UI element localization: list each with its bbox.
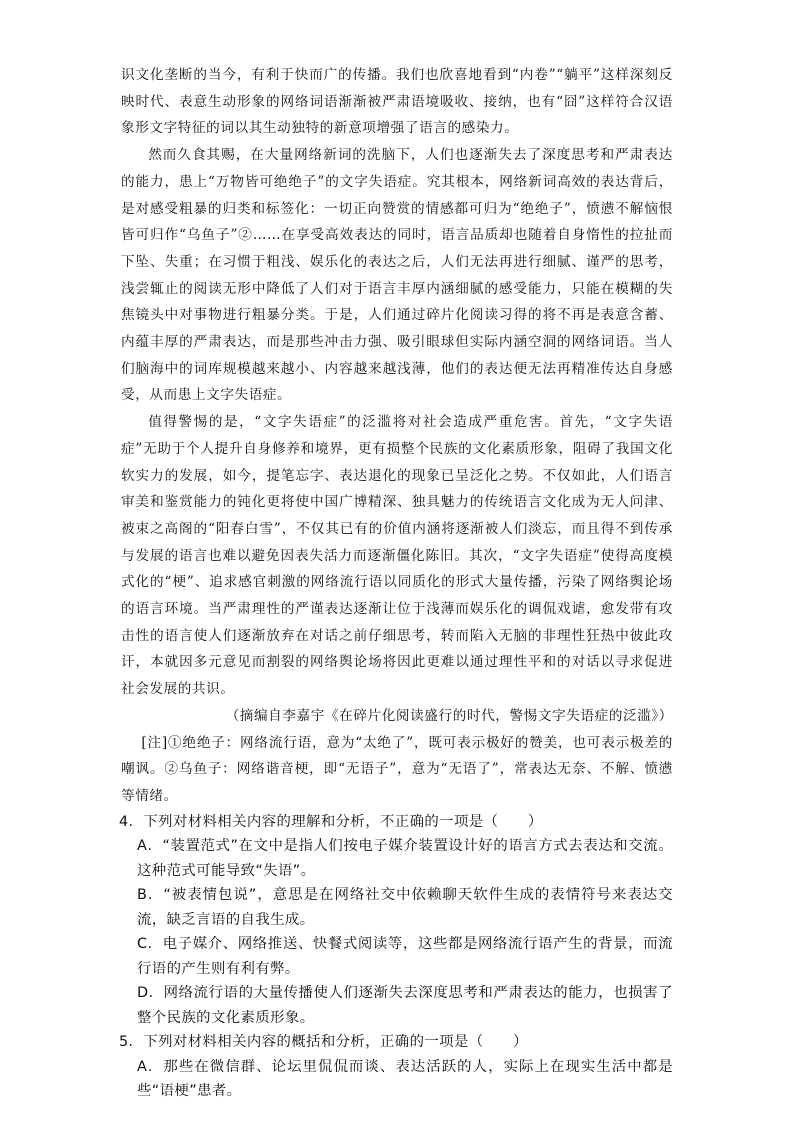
option-a[interactable]: A．那些在微信群、论坛里侃侃而谈、表达活跃的人，实际上在现实生活中都是些“语梗”患者。 <box>137 1058 673 1100</box>
exam-page <box>121 62 673 1104</box>
question-4 <box>121 810 673 1031</box>
option-c[interactable]: C．电子媒介、网络推送、快餐式阅读等，这些都是网络流行语产生的背景，而流行语的产生则有利有弊。 <box>137 936 673 977</box>
passage-paragraph-2: 然而久食其赐，在大量网络新词的洗脑下，人们也逐渐失去了深度思考和严肃表达的能力，患上“万物皆可绝绝子”的文字失语症。究其根本，网络新词高效的表达背后，是对感受粗暴的归类和标签化：一切正向赞赏的情感都可归为“绝绝子”，愤懑不解恼恨皆可归作“乌鱼子”②……在享受高效表达的同时，语言品质却也随着自身惰性的拉扯而下坠、失重；在习惯于粗浅、娱乐化的表达之后，人们无法再进行细腻、谨严的思考，浅尝辄止的阅读无形中降低了人们对于语言丰厚内涵细腻的感受能力，只能在模糊的失焦镜头中对事物进行粗暴分类。于是，人们通过碎片化阅读习得的将不再是表意含蓄、内蕴丰厚的严肃表达，而是那些冲击力强、吸引眼球但实际内涵空洞的网络词语。当人们脑海中的词库规模越来越小、内容越来越浅薄，他们的表达便无法再精准传达自身感受，从而患上文字失语症。 <box>121 147 673 404</box>
passage-paragraph-1: 识文化垄断的当今，有利于快而广的传播。我们也欣喜地看到“内卷”“躺平”这样深刻反映时代、表意生动形象的网络词语渐渐被严肃语境吸收、接纳，也有“囧”这样符合汉语象形文字特征的词以其生动独特的新意项增强了语言的感染力。 <box>121 67 673 137</box>
question-stem: 5．下列对材料相关内容的概括和分析，正确的一项是（ ） <box>119 1034 528 1051</box>
option-d[interactable]: D．网络流行语的大量传播使人们逐渐失去深度思考和严肃表达的能力，也损害了整个民族的文化素质形象。 <box>137 985 673 1026</box>
passage-paragraph-3: 值得警惕的是，“文字失语症”的泛滥将对社会造成严重危害。首先，“文字失语症”无助于个人提升自身修养和境界，更有损整个民族的文化素质形象，阻碍了我国文化软实力的发展，如今，提笔忘字、表达退化的现象已呈泛化之势。不仅如此，人们语言审美和鉴赏能力的钝化更将使中国广博精深、独具魅力的传统语言文化成为无人问津、被束之高阁的“阳春白雪”，不仅其已有的价值内涵将逐渐被人们淡忘，而且得不到传承与发展的语言也难以避免因表失活力而逐渐僵化陈旧。其次，“文字失语症”使得高度模式化的“梗”、追求感官刺激的网络流行语以同质化的形式大量传播，污染了网络舆论场的语言环境。当严肃理性的严谨表达逐渐让位于浅薄而娱乐化的调侃戏谑，愈发带有攻击性的语言使人们逐渐放弃在对话之前仔细思考，转而陷入无脑的非理性狂热中彼此攻讦，本就因多元意见而割裂的网络舆论场将因此更难以通过理性平和的对话以寻求促进社会发展的共识。 <box>121 414 673 698</box>
passage-citation: （摘编自李嘉宇《在碎片化阅读盛行的时代，警惕文字失语症的泛滥》） <box>225 707 673 724</box>
reading-passage <box>121 62 673 810</box>
passage-footnote: [注]①绝绝子：网络流行语，意为“太绝了”，既可表示极好的赞美，也可表示极差的嘲讽。②乌鱼子：网络谐音梗，即“无语子”，意为“无语了”，常表达无奈、不解、愤懑等情绪。 <box>121 734 673 804</box>
option-b[interactable]: B．“被表情包说”，意思是在网络社交中依赖聊天软件生成的表情符号来表达交流，缺乏言语的自我生成。 <box>137 887 673 928</box>
option-a[interactable]: A．“装置范式”在文中是指人们按电子媒介装置设计好的语言方式去表达和交流。这种范式可能导致“失语”。 <box>137 838 673 879</box>
question-list <box>121 810 673 1104</box>
question-5 <box>121 1030 673 1104</box>
question-stem: 4．下列对材料相关内容的理解和分析，不正确的一项是（ ） <box>119 813 543 830</box>
